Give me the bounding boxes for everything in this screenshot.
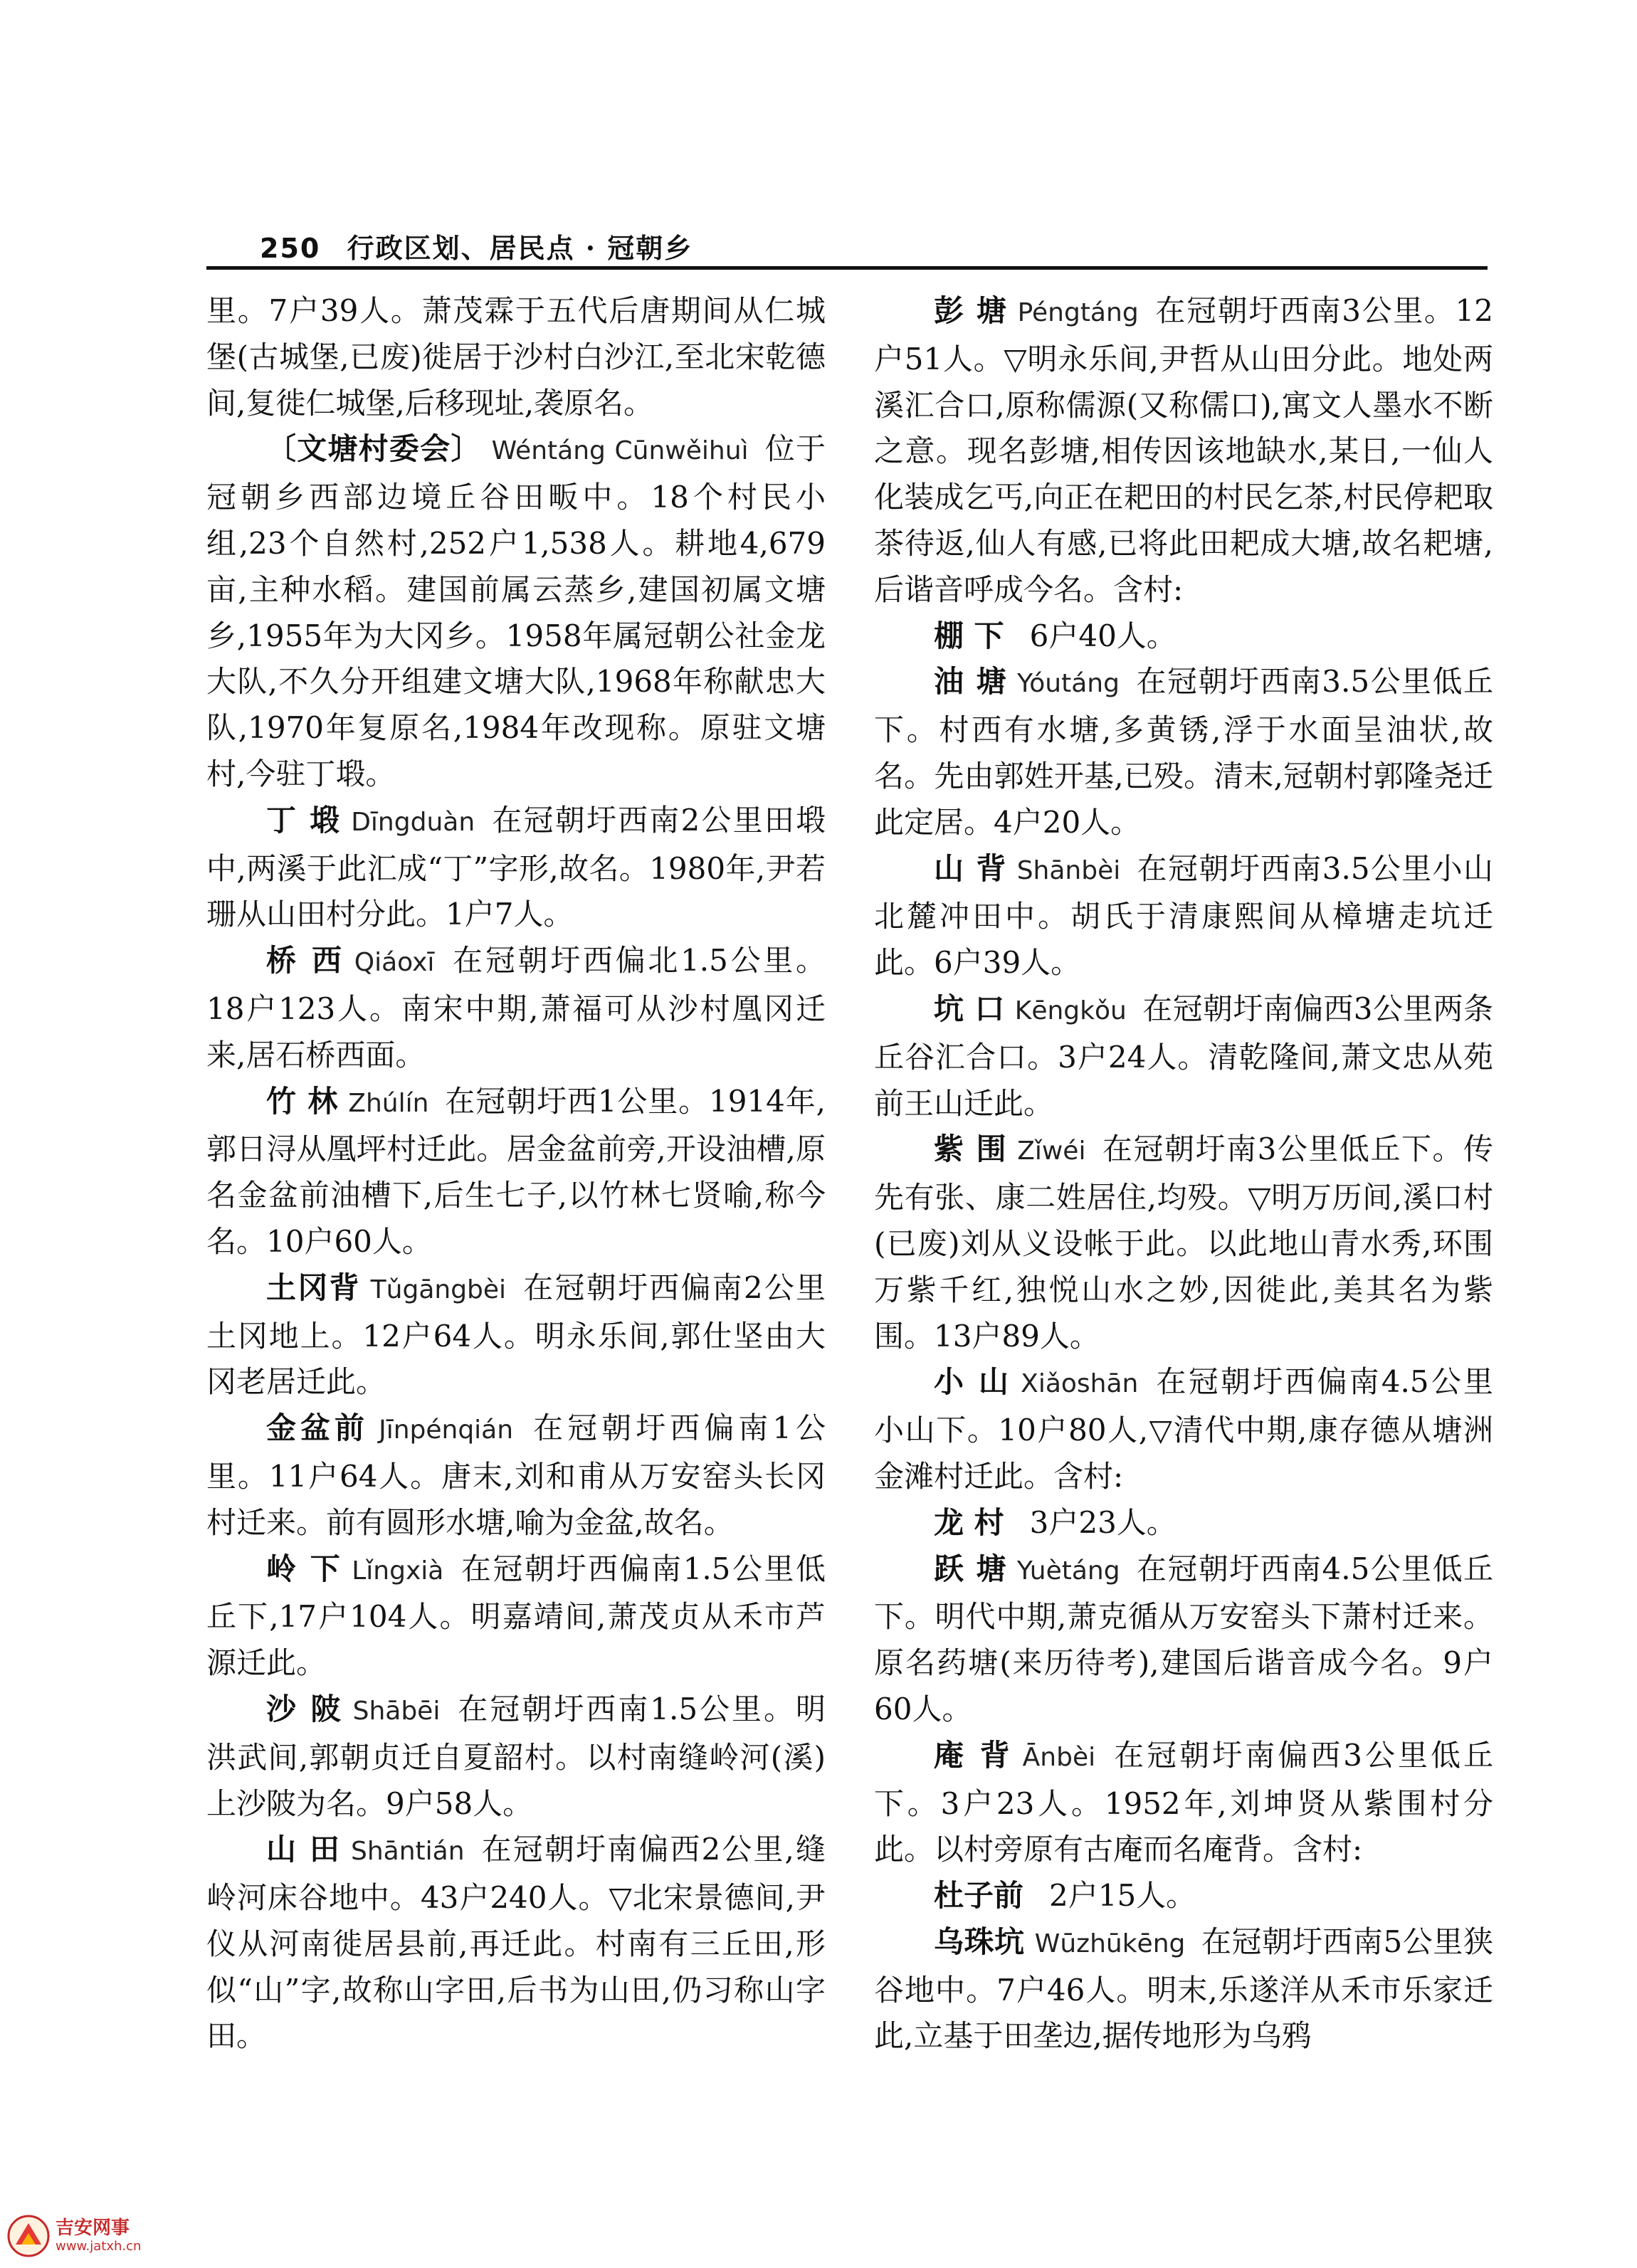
entry-text: 2户15人。: [1049, 1878, 1196, 1914]
watermark-logo-icon: [6, 2213, 51, 2259]
entry-text: 在冠朝圩西南3公里。12户51人。▽明永乐间,尹哲从山田分此。地处两溪汇合口,原称儒源(又称儒口),寓文人墨水不断之意。现名彭塘,相传因该地缺水,某日,一仙人化装成乞丐,向正在耙田的村民乞茶,村民停耙取茶待返,仙人有感,已将此田耙成大塘,故名耙塘,后谐音呼成今名。含村:: [874, 293, 1493, 607]
sub-village-name: 杜子前: [934, 1878, 1024, 1914]
sub-village-entry: [874, 613, 1493, 660]
place-pinyin: Shāntián: [350, 1837, 465, 1867]
entry-text: 在冠朝圩南偏西3公里低丘下。3户23人。1952年,刘坤贤从紫围村分此。以村旁原有古庵而名庵背。含村:: [874, 1737, 1493, 1867]
place-name: 〔文塘村委会〕: [266, 431, 482, 467]
place-entry: [206, 798, 826, 938]
place-entry: [206, 1827, 826, 2059]
place-name: 竹 林: [266, 1083, 339, 1119]
place-entry: [206, 1079, 826, 1265]
entry-text: 在冠朝圩西南1.5公里。明洪武间,郭朝贞迁自夏韶村。以村南缝岭河(溪)上沙陂为名。9户58人。: [206, 1691, 826, 1821]
place-pinyin: Zǐwéi: [1017, 1136, 1086, 1166]
place-name: 山 田: [266, 1832, 341, 1867]
left-column: [206, 288, 826, 2059]
place-name: 坑 口: [934, 991, 1005, 1026]
place-entry: [206, 1687, 826, 1827]
place-name: 小 山: [934, 1364, 1011, 1400]
place-pinyin: Shābēi: [352, 1696, 441, 1726]
place-name: 油 塘: [934, 664, 1008, 700]
place-entry: [874, 986, 1493, 1127]
sub-village-name: 棚 下: [934, 618, 1004, 653]
place-entry: [874, 1919, 1493, 2059]
header-rule: [206, 266, 1488, 270]
entry-text: 在冠朝圩南偏西3公里两条丘谷汇合口。3户24人。清乾隆间,萧文忠从苑前王山迁此。: [874, 991, 1493, 1121]
entry-text: 位于冠朝乡西部边境丘谷田畈中。18个村民小组,23个自然村,252户1,538人。耕地4,679亩,主种水稻。建国前属云蒸乡,建国初属文塘乡,1955年为大冈乡。1958年属冠朝公社金龙大队,不久分开组建文塘大队,1968年称献忠大队,1970年复原名,1984年改现称。原驻文塘村,今驻丁塅。: [206, 431, 826, 791]
place-pinyin: Shānbèi: [1016, 855, 1121, 885]
entry-text: 在冠朝圩西南4.5公里低丘下。明代中期,萧克循从万安窑头下萧村迁来。原名药塘(来历待考),建国后谐音成今名。9户60人。: [874, 1551, 1493, 1726]
entry-text: 3户23人。: [1029, 1504, 1177, 1540]
place-name: 乌珠坑: [934, 1924, 1025, 1959]
place-name: 丁 塅: [266, 802, 342, 838]
sub-village-entry: [874, 1500, 1493, 1546]
place-entry: [206, 1265, 826, 1405]
place-pinyin: Péngtáng: [1017, 298, 1139, 327]
watermark-url: www.jatxh.cn: [56, 2239, 142, 2254]
place-name: 紫 围: [934, 1132, 1008, 1167]
place-pinyin: Kēngkǒu: [1014, 996, 1127, 1025]
place-pinyin: Lǐngxià: [352, 1556, 444, 1586]
sub-village-entry: [874, 1873, 1493, 1919]
place-entry: [206, 1546, 826, 1687]
place-entry: [874, 1733, 1493, 1873]
place-name: 沙 陂: [266, 1691, 343, 1726]
entry-text: 在冠朝圩西偏北1.5公里。18户123人。南宋中期,萧福可从沙村凰冈迁来,居石桥西面。: [206, 943, 826, 1072]
place-entry: [874, 288, 1493, 613]
place-name: 土冈背: [266, 1270, 361, 1305]
place-name: 桥 西: [266, 943, 344, 979]
entry-text: 在冠朝圩南偏西2公里,缝岭河床谷地中。43户240人。▽北宋景德间,尹仪从河南徙居县前,再迁此。村南有三丘田,形似“山”字,故称山字田,后书为山田,仍习称山字田。: [206, 1832, 826, 2054]
place-entry: [874, 659, 1493, 845]
place-pinyin: Yóutáng: [1017, 669, 1120, 699]
sub-village-name: 龙 村: [934, 1504, 1004, 1540]
place-entry: [206, 938, 826, 1078]
place-pinyin: Yuètáng: [1016, 1556, 1120, 1586]
page-header: [260, 226, 693, 265]
place-name: 金盆前: [266, 1410, 369, 1446]
entry-text: 在冠朝圩西南3.5公里小山北麓冲田中。胡氏于清康熙间从樟塘走坑迁此。6户39人。: [874, 850, 1493, 981]
place-pinyin: Wéntáng Cūnwěihuì: [491, 436, 749, 466]
place-name: 跃 塘: [934, 1551, 1007, 1586]
entry-text: 在冠朝圩西偏南2公里土冈地上。12户64人。明永乐间,郭仕坚由大冈老居迁此。: [206, 1270, 826, 1400]
place-pinyin: Ānbèi: [1022, 1742, 1096, 1772]
place-name: 山 背: [934, 850, 1007, 886]
continued-paragraph: [206, 288, 826, 426]
entry-text: 在冠朝圩西偏南4.5公里小山下。10户80人,▽清代中期,康存德从塘洲金滩村迁此。含村:: [874, 1364, 1493, 1494]
watermark-text: 吉安网事: [56, 2217, 130, 2239]
place-pinyin: Tǔgāngbèi: [370, 1275, 507, 1304]
watermark: [6, 2213, 169, 2264]
right-column: [874, 288, 1493, 2059]
entry-text: 在冠朝圩南3公里低丘下。传先有张、康二姓居住,均殁。▽明万历间,溪口村(已废)刘从义设帐于此。以此地山青水秀,环围万紫千红,独悦山水之妙,因徙此,美其名为紫围。13户89人。: [874, 1132, 1493, 1354]
place-pinyin: Xiǎoshān: [1021, 1369, 1139, 1399]
entry-text: 在冠朝圩西南2公里田塅中,两溪于此汇成“丁”字形,故名。1980年,尹若珊从山田村分此。1户7人。: [206, 802, 826, 932]
entry-text: 在冠朝圩西偏南1公里。11户64人。唐末,刘和甫从万安窑头长冈村迁来。前有圆形水塘,喻为金盆,故名。: [206, 1410, 826, 1540]
place-entry: [206, 1405, 826, 1546]
place-pinyin: Wūzhūkēng: [1034, 1929, 1186, 1958]
entry-text: 6户40人。: [1029, 618, 1177, 653]
place-pinyin: Qiáoxī: [354, 948, 435, 978]
place-pinyin: Zhúlín: [348, 1088, 429, 1118]
place-entry: [874, 846, 1493, 986]
entry-text: 在冠朝圩西南3.5公里低丘下。村西有水塘,多黄锈,浮于水面呈油状,故名。先由郭姓开基,已殁。清末,冠朝村郭隆尧迁此定居。4户20人。: [874, 664, 1494, 840]
place-pinyin: Dīngduàn: [351, 807, 475, 837]
entry-text: 里。7户39人。萧茂霖于五代后唐期间从仁城堡(古城堡,已废)徙居于沙村白沙江,至北宋乾德间,复徙仁城堡,后移现址,袭原名。: [206, 293, 826, 421]
entry-text: 在冠朝圩西南5公里狭谷地中。7户46人。明末,乐遂洋从禾市乐家迁此,立基于田垄边,据传地形为乌鸦: [874, 1924, 1493, 2054]
place-name: 庵 背: [934, 1737, 1013, 1773]
place-entry: [874, 1359, 1493, 1499]
running-title: 行政区划、居民点 · 冠朝乡: [347, 232, 693, 264]
place-name: 岭 下: [266, 1551, 342, 1586]
place-entry: [874, 1546, 1493, 1733]
place-entry: [206, 426, 826, 797]
place-entry: [874, 1127, 1493, 1359]
place-pinyin: Jīnpénqián: [379, 1415, 514, 1445]
place-name: 彭 塘: [934, 293, 1008, 328]
entry-text: 在冠朝圩西偏南1.5公里低丘下,17户104人。明嘉靖间,萧茂贞从禾市芦源迁此。: [206, 1551, 826, 1681]
entry-text: 在冠朝圩西1公里。1914年,郭日浔从凰坪村迁此。居金盆前旁,开设油槽,原名金盆前油槽下,后生七子,以竹林七贤喻,称今名。10户60人。: [206, 1083, 826, 1259]
page-number: 250: [260, 233, 321, 264]
